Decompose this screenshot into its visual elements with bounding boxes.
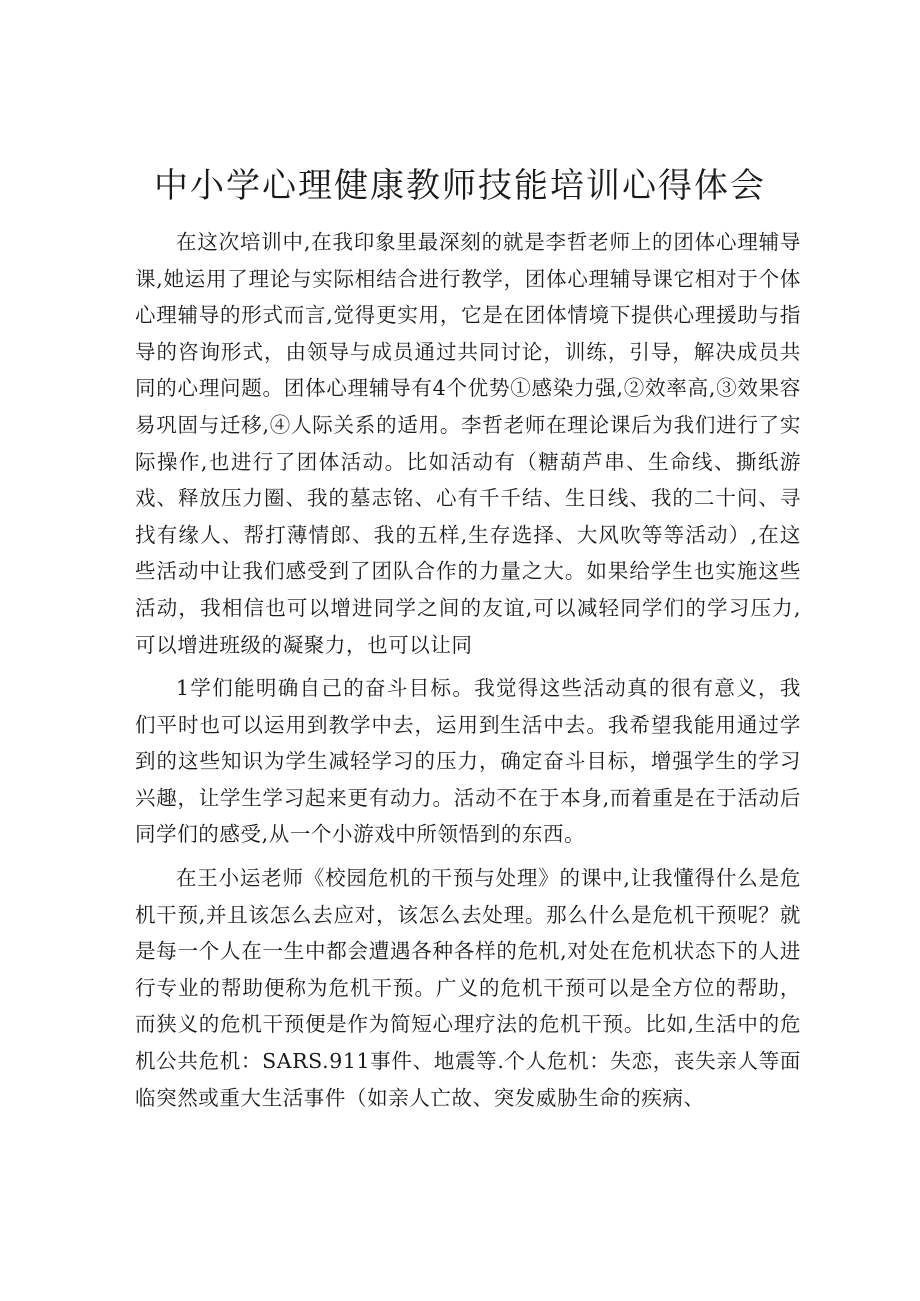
paragraph-activity-meaning: 1学们能明确自己的奋斗目标。我觉得这些活动真的很有意义，我们平时也可以运用到教学中去，运用到生活中去。我希望我能用通过学到的这些知识为学生减轻学习的压力，确定奋斗目标，增强学生的学习兴趣，让学生学习起来更有动力。活动不在于本身,而着重是在于活动后同学们的感受,从一个小游戏中所领悟到的东西。 xyxy=(135,676,801,847)
document-title: 中小学心理健康教师技能培训心得体会 xyxy=(154,166,766,206)
paragraph-crisis-intervention: 在王小运老师《校园危机的干预与处理》的课中,让我懂得什么是危机干预,并且该怎么去应对，该怎么去处理。那么什么是危机干预呢？就是每一个人在一生中都会遭遇各种各样的危机,对处在危机状态下的人进行专业的帮助便称为危机干预。广义的危机干预可以是全方位的帮助，而狭义的危机干预便是作为简短心理疗法的危机干预。比如,生活中的危机公共危机：SARS.911事件、地震等.个人危机：失恋，丧失亲人等面临突然或重大生活事件（如亲人亡故、突发威胁生命的疾病、 xyxy=(135,866,801,1110)
paragraph-group-counseling: 在这次培训中,在我印象里最深刻的就是李哲老师上的团体心理辅导课,她运用了理论与实际相结合进行教学，团体心理辅导课它相对于个体心理辅导的形式而言,觉得更实用，它是在团体情境下提供心理援助与指导的咨询形式，由领导与成员通过共同讨论，训练，引导，解决成员共同的心理问题。团体心理辅导有4个优势①感染力强,②效率高,③效果容易巩固与迁移,④人际关系的适用。李哲老师在理论课后为我们进行了实际操作,也进行了团体活动。比如活动有（糖葫芦串、生命线、撕纸游戏、释放压力圈、我的墓志铭、心有千千结、生日线、我的二十问、寻找有缘人、帮打薄情郎、我的五样,生存选择、大风吹等等活动）,在这些活动中让我们感受到了团队合作的力量之大。如果给学生也实施这些活动，我相信也可以增进同学之间的友谊,可以减轻同学们的学习压力,可以增进班级的凝聚力，也可以让同 xyxy=(135,230,801,657)
